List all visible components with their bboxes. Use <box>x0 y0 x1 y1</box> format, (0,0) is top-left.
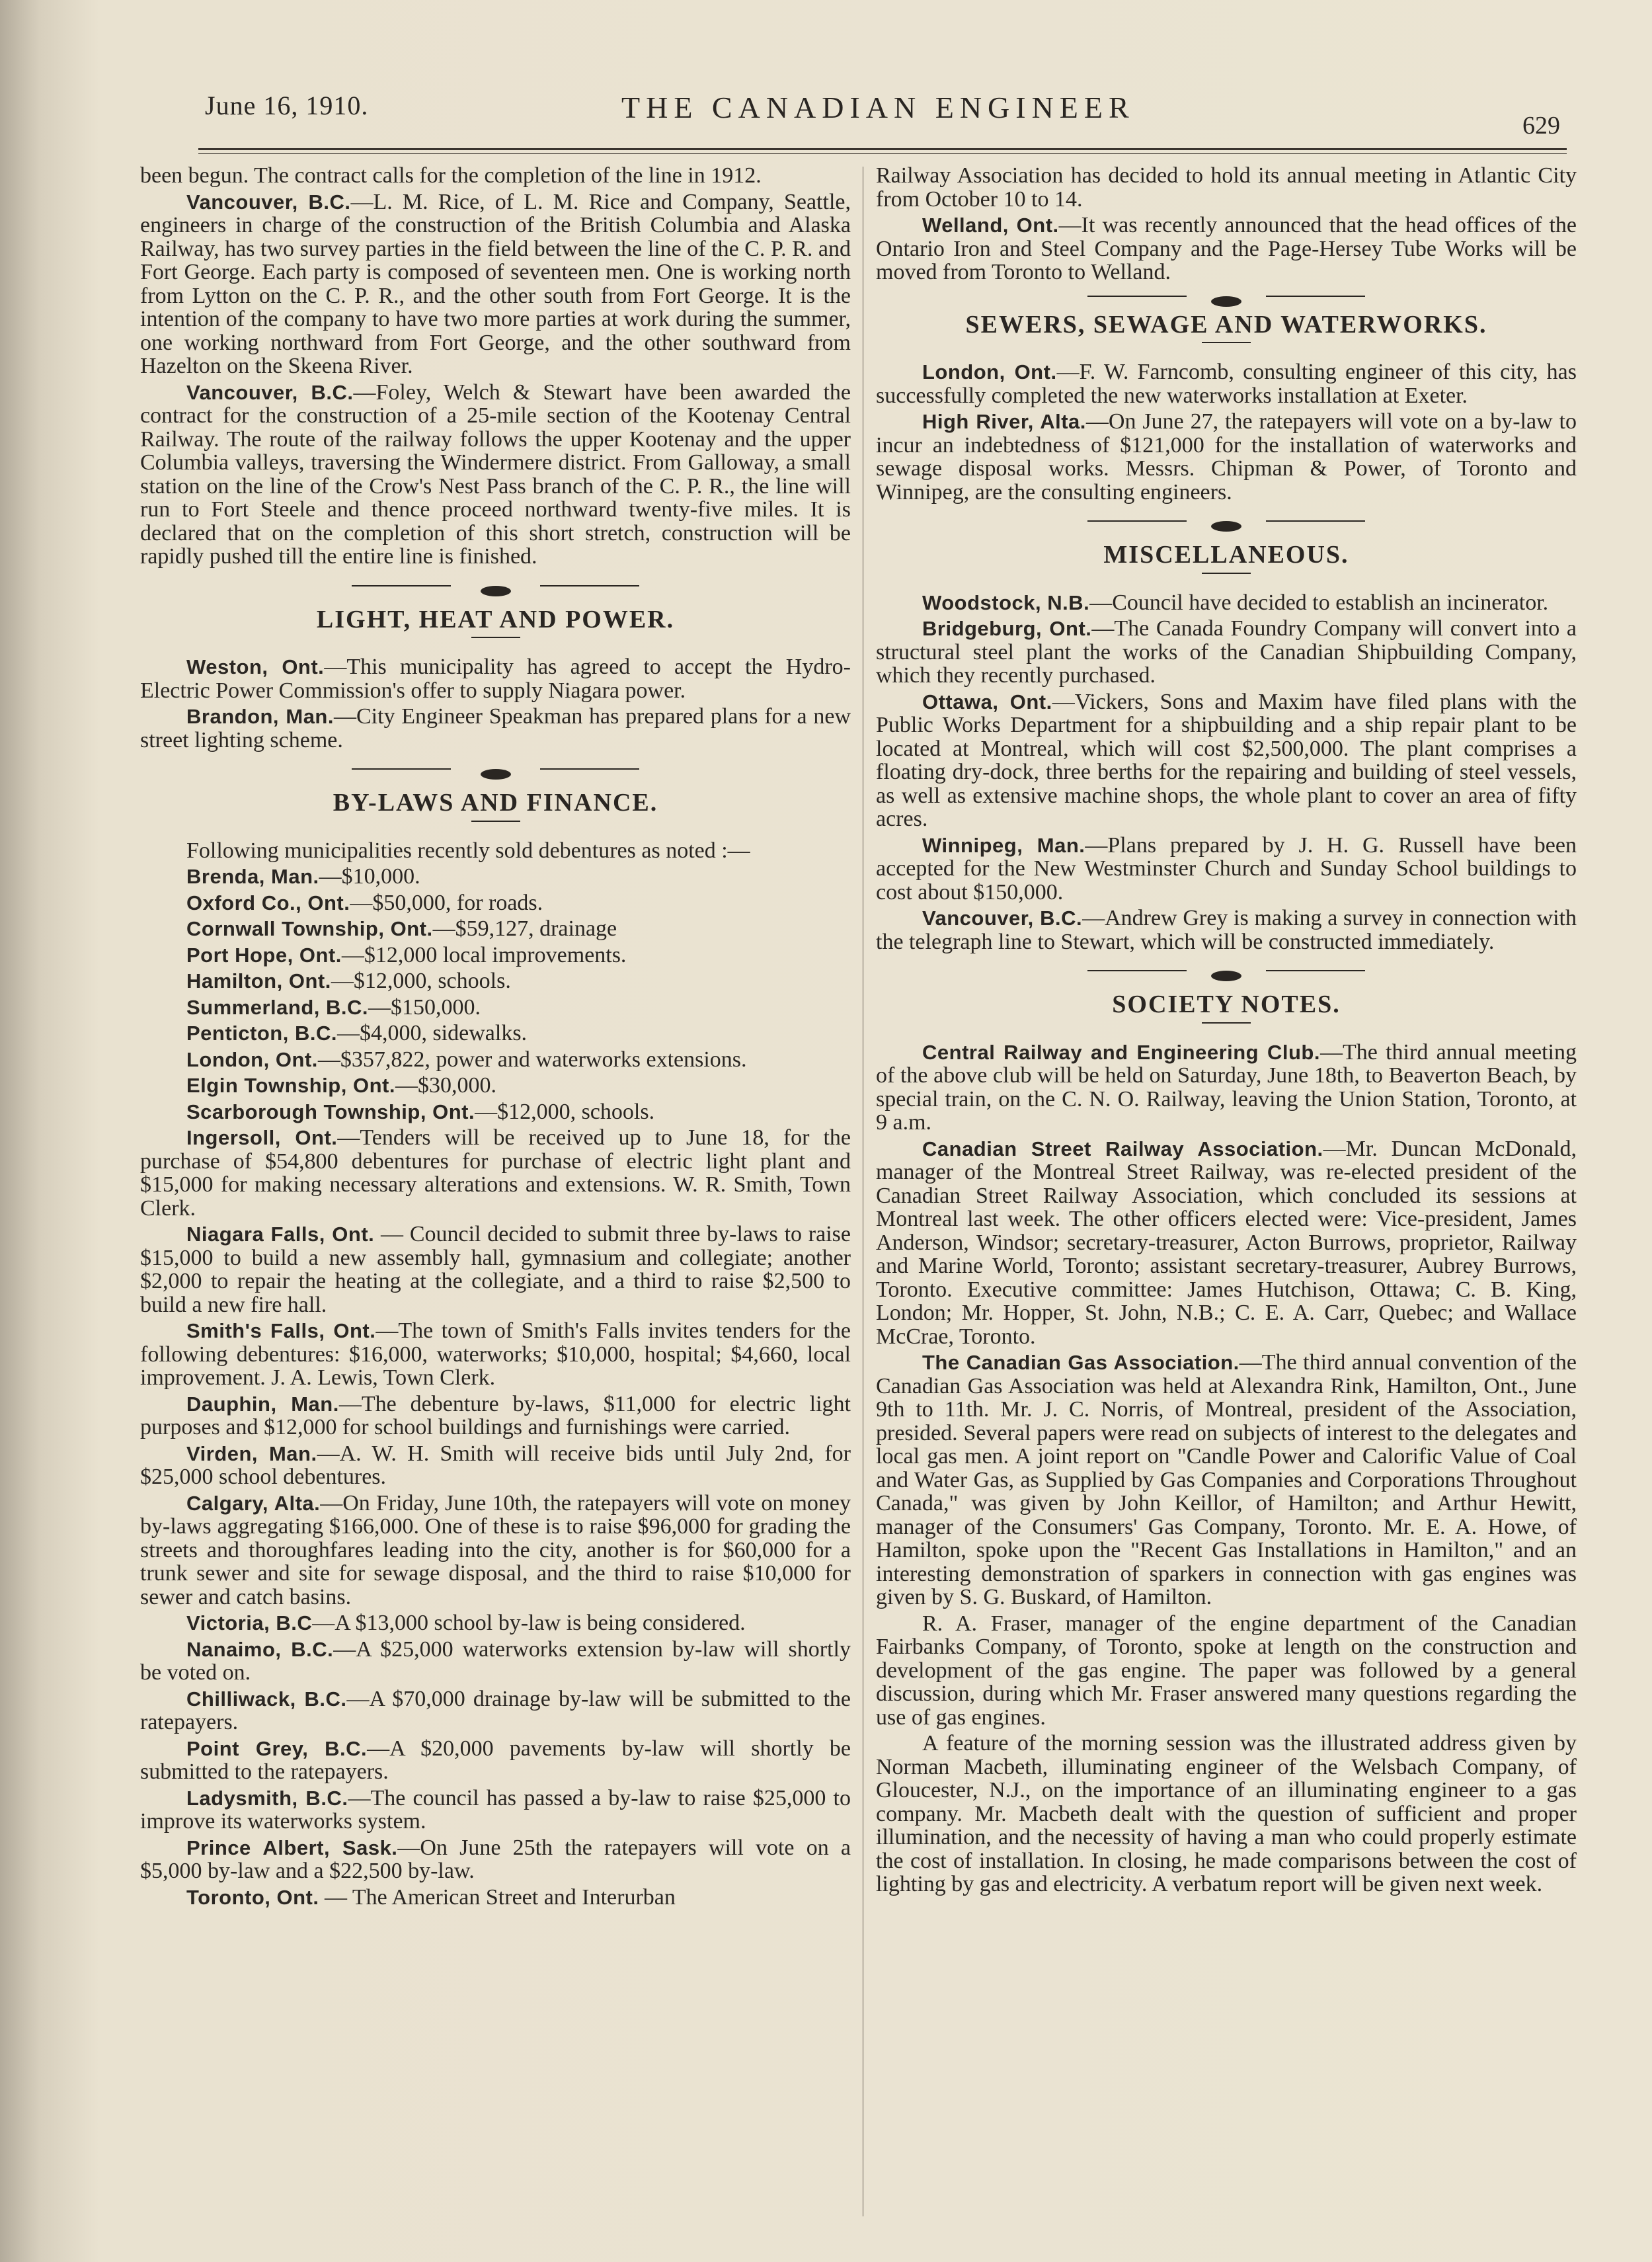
place-name: Smith's Falls, Ont. <box>186 1319 376 1342</box>
page-number: 629 <box>1522 112 1560 140</box>
news-item <box>140 1787 851 1834</box>
item-text: —On June 25th the ratepayers will vote on a $5,000 by-law and a $22,500 by-law. <box>140 1835 851 1883</box>
section-ornament <box>140 761 851 777</box>
place-name: Nanaimo, B.C. <box>186 1637 334 1661</box>
place-name: High River, Alta. <box>922 410 1086 433</box>
continued-text: Railway Association has decided to hold its annual meeting in Atlantic City from October 10 to 14. <box>876 163 1577 212</box>
place-name: Calgary, Alta. <box>186 1491 321 1515</box>
place-name: The Canadian Gas Association. <box>922 1351 1239 1374</box>
place-name: Toronto, Ont. <box>186 1885 319 1909</box>
list-item <box>140 969 851 993</box>
section-heading-society-notes: SOCIETY NOTES. <box>1112 990 1341 1018</box>
item-text: —The town of Smith's Falls invites tenders for the following debentures: $16,000, waterworks; $10,000, hospital; $4,660, local improvement. J. A. Lewis, Town Clerk. <box>140 1318 851 1390</box>
place-name: Ingersoll, Ont. <box>186 1126 338 1149</box>
news-item <box>140 655 851 702</box>
item-text: —A $20,000 pavements by-law will shortly be submitted to the ratepayers. <box>140 1736 851 1784</box>
header-rule-thin <box>198 153 1567 154</box>
item-text: —This municipality has agreed to accept the Hydro-Electric Power Commission's offer to supply Niagara power. <box>140 655 851 703</box>
news-item <box>140 1393 851 1439</box>
item-text: —$30,000. <box>395 1073 496 1098</box>
list-item <box>140 917 851 941</box>
item-text: —Council have decided to establish an incinerator. <box>1089 590 1549 615</box>
news-item <box>140 705 851 752</box>
item-text: — The American Street and Interurban <box>319 1884 676 1910</box>
item-text: —Mr. Duncan McDonald, manager of the Montreal Street Railway, was re-elected president of the Canadian Street Railway Association, which concluded its sessions at Montreal last week. The other officers elected were: Vice-president, James Anderson, Windsor; secretary-treasurer, Acton Burrows, proprietor, Railway and Marine World, Toronto; assistant secretary-treasurer, Aubrey Burrows, Toronto. Executive committee: James Hutchison, Ottawa; C. B. King, London; Mr. Hopper, St. John, N.B.; C. E. A. Carr, Quebec; and Wallace McCrae, Toronto. <box>876 1136 1577 1349</box>
news-item <box>876 1137 1577 1349</box>
item-text: —Foley, Welch & Stewart have been awarded the contract for the construction of a 25-mile section of the Kootenay Central Railway. The route of the railway follows the upper Kootenay and the upper Columbia valleys, traversing the Windermere district. From Galloway, a small station on the line of the Crow's Nest Pass branch of the C. P. R., the line will run to Fort Steele and thence proceed northward twenty-five miles. It is declared that on the completion of this short stretch, construction will be rapidly pushed till the entire line is finished. <box>140 380 851 569</box>
page-header <box>198 87 1580 140</box>
place-name: Brenda, Man. <box>186 865 319 888</box>
news-item <box>140 1737 851 1784</box>
debenture-list <box>140 865 851 1123</box>
news-item <box>876 214 1577 284</box>
news-item <box>140 1319 851 1390</box>
place-name: Point Grey, B.C. <box>186 1736 368 1760</box>
place-name: Prince Albert, Sask. <box>186 1836 398 1859</box>
news-item <box>140 381 851 569</box>
place-name: Winnipeg, Man. <box>922 833 1085 857</box>
heading-rule <box>1202 1022 1251 1024</box>
section-heading-bylaws-finance: BY-LAWS AND FINANCE. <box>333 789 658 817</box>
place-name: Penticton, B.C. <box>186 1022 337 1045</box>
list-item <box>140 944 851 967</box>
item-text: —$12,000, schools. <box>331 969 511 993</box>
item-text: —$10,000. <box>319 864 420 889</box>
news-item <box>140 1126 851 1220</box>
news-item <box>876 617 1577 688</box>
place-name: Woodstock, N.B. <box>922 590 1090 614</box>
place-name: Chilliwack, B.C. <box>186 1687 347 1711</box>
section-heading-sewers: SEWERS, SEWAGE AND WATERWORKS. <box>965 310 1487 339</box>
item-text: —On June 27, the ratepayers will vote on a by-law to incur an indebtedness of $121,000 for the installation of waterworks and sewage disposal works. Messrs. Chipman & Power, of Toronto and Winnipeg, are the consulting engineers. <box>876 409 1577 505</box>
bylaws-intro: Following municipalities recently sold debentures as noted :— <box>186 838 750 863</box>
place-name: Weston, Ont. <box>186 655 325 678</box>
right-column <box>876 164 1577 1899</box>
item-text: —A. W. H. Smith will receive bids until July 2nd, for $25,000 school debentures. <box>140 1441 851 1489</box>
news-item <box>876 907 1577 953</box>
place-name: Vancouver, B.C. <box>922 907 1083 930</box>
place-name: Vancouver, B.C. <box>186 380 354 404</box>
news-item <box>140 1687 851 1734</box>
left-column <box>140 164 851 1912</box>
news-item <box>876 591 1577 615</box>
item-text: —The Canada Foundry Company will convert into a structural steel plant the works of the Canadian Shipbuilding Company, which they recently purchased. <box>876 616 1577 688</box>
item-text: —$12,000 local improvements. <box>341 942 627 967</box>
place-name: Bridgeburg, Ont. <box>922 617 1092 640</box>
list-item <box>140 891 851 915</box>
list-item <box>140 1048 851 1072</box>
news-item <box>140 1836 851 1883</box>
news-item <box>876 410 1577 504</box>
news-item <box>876 690 1577 831</box>
paragraph: A feature of the morning session was the illustrated address given by Norman Macbeth, illuminating engineer of the Welsbach Company, of Gloucester, N.J., on the importance of an illuminating engineer to a gas company. Mr. Macbeth dealt with the question of sufficient and proper illumination, and the necessity of having a man who could properly estimate the cost of installation. In closing, he made comparisons between the cost of lighting by gas and electricity. A verbatum report will be given next week. <box>876 1731 1577 1896</box>
item-text: —The council has passed a by-law to raise $25,000 to improve its waterworks system. <box>140 1785 851 1834</box>
place-name: Cornwall Township, Ont. <box>186 917 433 940</box>
item-text: —The third annual convention of the Canadian Gas Association was held at Alexandra Rink, Hamilton, Ont., June 9th to 11th. Mr. J. C. Norris, of Montreal, president of the Association, presided. Several papers were read on subjects of interest to the delegates and local gas men. A joint report on "Candle Power and Calorific Value of Coal and Water Gas, as Supplied by Gas Companies and Corporations Throughout Canada," was given by John Keillor, of Hamilton; and Arthur Hewitt, manager of the Consumers' Gas Company, Toronto. Mr. E. A. Howe, of Hamilton, spoke upon the "Recent Gas Installations in Hamilton," and an interesting demonstration of sparkers in connection with gas engines was given by S. G. Buskard, of Hamilton. <box>876 1350 1577 1609</box>
heading-rule <box>1202 573 1251 574</box>
news-item <box>140 1442 851 1489</box>
news-item <box>876 1351 1577 1609</box>
news-item <box>140 1638 851 1685</box>
section-ornament <box>876 513 1577 529</box>
list-item <box>140 996 851 1020</box>
heading-rule <box>1202 342 1251 343</box>
item-text: —Plans prepared by J. H. G. Russell have been accepted for the New Westminster Church and Sunday School buildings to cost about $150,000. <box>876 832 1577 905</box>
item-text: —$357,822, power and waterworks extensions. <box>317 1047 747 1072</box>
place-name: Elgin Township, Ont. <box>186 1074 395 1097</box>
place-name: Oxford Co., Ont. <box>186 891 350 914</box>
place-name: Summerland, B.C. <box>186 995 368 1019</box>
item-text: —F. W. Farncomb, consulting engineer of this city, has successfully completed the new waterworks installation at Exeter. <box>876 360 1577 408</box>
place-name: London, Ont. <box>186 1047 318 1071</box>
list-item <box>140 1100 851 1124</box>
place-name: Welland, Ont. <box>922 214 1059 237</box>
place-name: Ottawa, Ont. <box>922 690 1052 713</box>
item-text: —$4,000, sidewalks. <box>336 1021 528 1045</box>
news-item <box>876 360 1577 407</box>
place-name: Virden, Man. <box>186 1441 317 1465</box>
item-text: —The third annual meeting of the above club will be held on Saturday, June 18th, to Beaverton Beach, by special train, on the C. N. O. Railway, leaving the Union Station, Toronto, at 9 a.m. <box>876 1039 1577 1135</box>
place-name: Vancouver, B.C. <box>186 190 351 214</box>
item-text: —City Engineer Speakman has prepared plans for a new street lighting scheme. <box>140 704 851 752</box>
heading-rule <box>471 821 520 822</box>
item-text: — Council decided to submit three by-laws to raise $15,000 to build a new assembly hall, gymnasium and collegiate; another $2,000 to repair the heating at the collegiate, and a third to raise $2,500 to build a new fire hall. <box>140 1222 851 1317</box>
place-name: Port Hope, Ont. <box>186 943 342 967</box>
item-text: —Vickers, Sons and Maxim have filed plans with the Public Works Department for a shipbuilding and a ship repair plant to be located at Montreal, which will cost $2,500,000. The plant comprises a floating dry-dock, three berths for the repairing and building of steel vessels, as well as extensive machine shops, the whole plant to cover an area of fifty acres. <box>876 689 1577 831</box>
place-name: Dauphin, Man. <box>186 1392 339 1416</box>
section-ornament <box>876 288 1577 304</box>
section-heading-light-heat-power: LIGHT, HEAT AND POWER. <box>316 605 675 633</box>
section-ornament <box>876 963 1577 979</box>
news-item <box>140 1223 851 1316</box>
continued-text: been begun. The contract calls for the completion of the line in 1912. <box>140 163 762 188</box>
section-heading-miscellaneous: MISCELLANEOUS. <box>1103 541 1349 569</box>
item-text: —Tenders will be received up to June 18, for the purchase of $54,800 debentures for purchase of electric light plant and $15,000 for making necessary alterations and extensions. W. R. Smith, Town Clerk. <box>140 1125 851 1221</box>
item-text: —$50,000, for roads. <box>350 890 543 915</box>
news-item <box>876 834 1577 905</box>
item-text: —The debenture by-laws, $11,000 for electric light purposes and $12,000 for school buildings and furnishings were carried. <box>140 1391 851 1439</box>
news-item <box>140 1492 851 1609</box>
place-name: Scarborough Township, Ont. <box>186 1100 475 1123</box>
item-text: —Andrew Grey is making a survey in connection with the telegraph line to Stewart, which will be constructed immediately. <box>876 906 1577 954</box>
item-text: —$12,000, schools. <box>475 1099 655 1124</box>
list-item <box>140 865 851 889</box>
list-item <box>140 1074 851 1098</box>
item-text: —A $70,000 drainage by-law will be submitted to the ratepayers. <box>140 1686 851 1734</box>
place-name: Niagara Falls, Ont. <box>186 1223 375 1246</box>
list-item <box>140 1022 851 1045</box>
place-name: Brandon, Man. <box>186 705 334 728</box>
place-name: Ladysmith, B.C. <box>186 1786 348 1810</box>
heading-rule <box>471 637 520 638</box>
paragraph: R. A. Fraser, manager of the engine department of the Canadian Fairbanks Company, of Toronto, spoke at length on the construction and development of the gas engine. The paper was followed by a general discussion, during which Mr. Fraser answered many questions regarding the use of gas engines. <box>876 1611 1577 1730</box>
item-text: —$59,127, drainage <box>432 916 617 941</box>
news-item <box>876 1041 1577 1135</box>
item-text: —L. M. Rice, of L. M. Rice and Company, Seattle, engineers in charge of the construction of the British Columbia and Alaska Railway, has two survey parties in the field between the line of the C. P. R. and Fort George. Each party is composed of seventeen men. One is working north from Lytton on the C. P. R., and the other south from Fort George. It is the intention of the company to have two more parties at work during the summer, one working northward from Fort George, and the other southward from Hazelton on the Skeena River. <box>140 189 851 378</box>
news-item <box>140 1611 851 1635</box>
issue-date: June 16, 1910. <box>205 91 369 120</box>
item-text: —A $25,000 waterworks extension by-law will shortly be voted on. <box>140 1636 851 1685</box>
section-ornament <box>140 578 851 594</box>
news-item <box>140 190 851 378</box>
item-text: —It was recently announced that the head offices of the Ontario Iron and Steel Company and the Page-Hersey Tube Works will be moved from Toronto to Welland. <box>876 213 1577 284</box>
place-name: Victoria, B.C <box>186 1611 313 1635</box>
news-item <box>140 1886 851 1910</box>
header-rule <box>198 148 1567 150</box>
place-name: London, Ont. <box>922 360 1057 384</box>
item-text: —On Friday, June 10th, the ratepayers will vote on money by-laws aggregating $166,000. One of these is to raise $96,000 for grading the streets and thoroughfares leading into the city, another is for $60,000 for a trunk sewer and site for sewage disposal, and the third to raise $10,000 for sewer and catch basins. <box>140 1490 851 1609</box>
place-name: Central Railway and Engineering Club. <box>922 1040 1320 1064</box>
place-name: Canadian Street Railway Association. <box>922 1137 1323 1160</box>
journal-title: THE CANADIAN ENGINEER <box>621 91 1135 124</box>
item-text: —$150,000. <box>368 994 481 1020</box>
item-text: —A $13,000 school by-law is being considered. <box>312 1611 746 1635</box>
place-name: Hamilton, Ont. <box>186 969 331 992</box>
